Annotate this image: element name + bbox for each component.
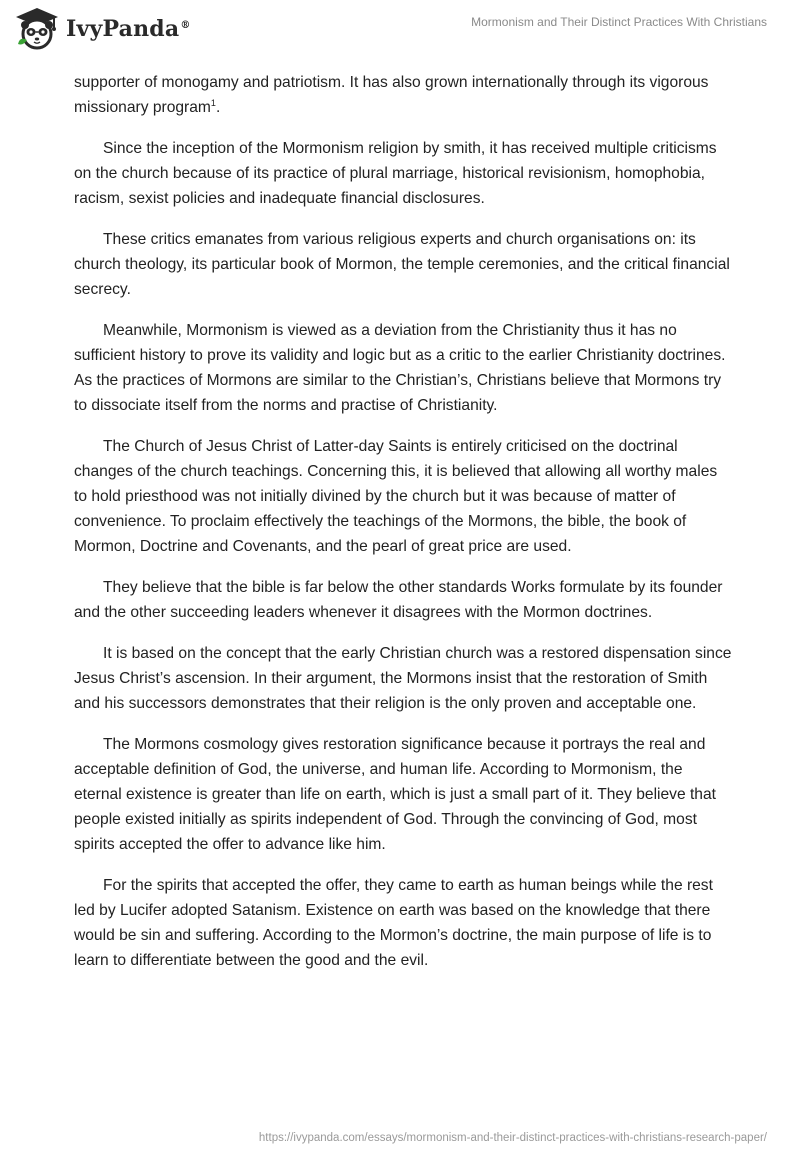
ivypanda-logo[interactable] [14,6,191,52]
brand-name: IvyPanda® [66,16,191,42]
panda-graduate-logo-icon [14,6,60,52]
paragraph: Meanwhile, Mormonism is viewed as a deviation from the Christianity thus it has no sufficient history to prove its validity and logic but as a critic to the earlier Christianity doctrines. As the practices of Mormons are similar to the Christian’s, Christians believe that Mormons try to dissociate itself from the norms and practise of Christianity. [74,322,726,414]
source-url[interactable]: https://ivypanda.com/essays/mormonism-and-their-distinct-practices-with-christians-research-paper/ [258,1132,767,1144]
paragraph: They believe that the bible is far below the other standards Works formulate by its founder and the other succeeding leaders whenever it disagrees with the Mormon doctrines. [74,579,723,621]
paragraph: It is based on the concept that the early Christian church was a restored dispensation since Jesus Christ’s ascension. In their argument, the Mormons insist that the restoration of Smith and his successors demonstrates that their religion is the only proven and acceptable one. [74,645,732,712]
paragraph: Since the inception of the Mormonism religion by smith, it has received multiple criticisms on the church because of its practice of plural marriage, historical revisionism, homophobia, racism, sexist policies and inadequate financial disclosures. [74,140,717,207]
paragraph: For the spirits that accepted the offer, they came to earth as human beings while the rest led by Lucifer adopted Satanism. Existence on earth was based on the knowledge that there would be sin and suffering. According to the Mormon’s doctrine, the main purpose of life is to learn to differentiate between the good and the evil. [74,877,713,969]
paragraph: The Church of Jesus Christ of Latter-day Saints is entirely criticised on the doctrinal changes of the church teachings. Concerning this, it is believed that allowing all worthy males to hold priesthood was not initially divined by the church but it was because of matter of convenience. To proclaim effectively the teachings of the Mormons, the bible, the book of Mormon, Doctrine and Covenants, and the pearl of great price are used. [74,438,718,555]
paragraph-continued: supporter of monogamy and patriotism. It has also grown internationally through its vigorous missionary program$^1$. [74,74,709,116]
page-header [0,0,800,62]
paragraph: The Mormons cosmology gives restoration significance because it portrays the real and acceptable definition of God, the universe, and human life. According to Mormonism, the eternal existence is greater than life on earth, which is just a small part of it. They believe that people existed initially as spirits independent of God. Through the convincing of God, most spirits accepted the offer to advance like him. [74,736,716,853]
paragraph: These critics emanates from various religious experts and church organisations on: its church theology, its particular book of Mormon, the temple ceremonies, and the critical financial secrecy. [74,231,730,298]
registered-mark: ® [180,19,191,31]
footnote-ref[interactable]: 1 [210,97,216,108]
running-title: Mormonism and Their Distinct Practices With Christians [471,15,767,29]
essay-body [74,70,734,989]
